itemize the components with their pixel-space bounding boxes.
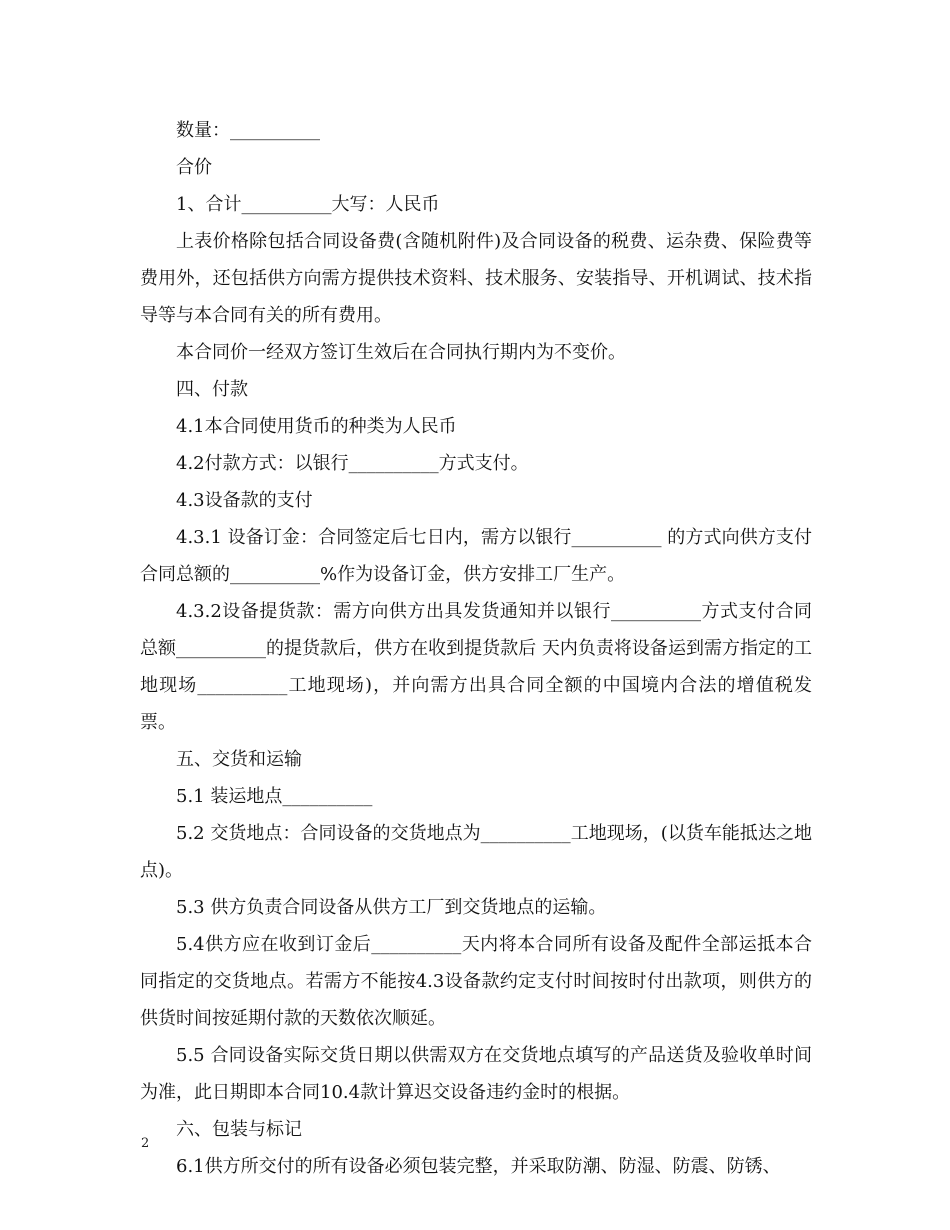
clause-4-3-2: 4.3.2设备提货款：需方向供方出具发货通知并以银行__________方式支付合同总额__________的提货款后，供方在收到提货款后 天内负责将设备运到需方指定的工地现场__________工地现场)，并向需方出具合同全额的中国境内合法的增值税发票。 [140, 601, 813, 733]
clause-5-2: 5.2 交货地点：合同设备的交货地点为__________工地现场，(以货车能抵达之地点)。 [140, 823, 812, 881]
paragraph-quantity: 数量：__________ [176, 120, 320, 141]
clause-5-5: 5.5 合同设备实际交货日期以供需双方在交货地点填写的产品送货及验收单时间为准，此日期即本合同10.4款计算迟交设备违约金时的根据。 [140, 1045, 812, 1103]
clause-4-3: 4.3设备款的支付 [176, 490, 313, 511]
clause-4-2: 4.2付款方式：以银行__________方式支付。 [176, 453, 529, 474]
clause-4-3-1: 4.3.1 设备订金：合同签定后七日内，需方以银行__________ 的方式向供方支付合同总额的__________%作为设备订金，供方安排工厂生产。 [140, 527, 812, 585]
clause-4-1: 4.1本合同使用货币的种类为人民币 [176, 416, 457, 437]
paragraph-total-amount: 1、合计__________大写：人民币 [176, 194, 440, 215]
paragraph-fixed-price: 本合同价一经双方签订生效后在合同执行期内为不变价。 [176, 342, 626, 363]
section-heading-payment: 四、付款 [176, 379, 248, 400]
paragraph-total-price-heading: 合价 [176, 157, 212, 178]
paragraph-price-inclusions: 上表价格除包括合同设备费(含随机附件)及合同设备的税费、运杂费、保险费等费用外，还包括供方向需方提供技术资料、技术服务、安装指导、开机调试、技术指导等与本合同有关的所有费用。 [140, 231, 812, 326]
clause-5-1: 5.1 装运地点__________ [176, 786, 373, 807]
clause-5-4: 5.4供方应在收到订金后__________天内将本合同所有设备及配件全部运抵本合同指定的交货地点。若需方不能按4.3设备款约定支付时间按时付出款项，则供方的供货时间按延期付款的天数依次顺延。 [140, 934, 812, 1029]
clause-6-1: 6.1供方所交付的所有设备必须包装完整，并采取防潮、防湿、防震、防锈、 [176, 1156, 781, 1177]
page-number: 2 [141, 1136, 150, 1151]
clause-5-3: 5.3 供方负责合同设备从供方工厂到交货地点的运输。 [176, 897, 607, 918]
section-heading-packaging: 六、包装与标记 [176, 1119, 302, 1140]
document-body [140, 112, 812, 1185]
section-heading-delivery: 五、交货和运输 [176, 749, 302, 770]
